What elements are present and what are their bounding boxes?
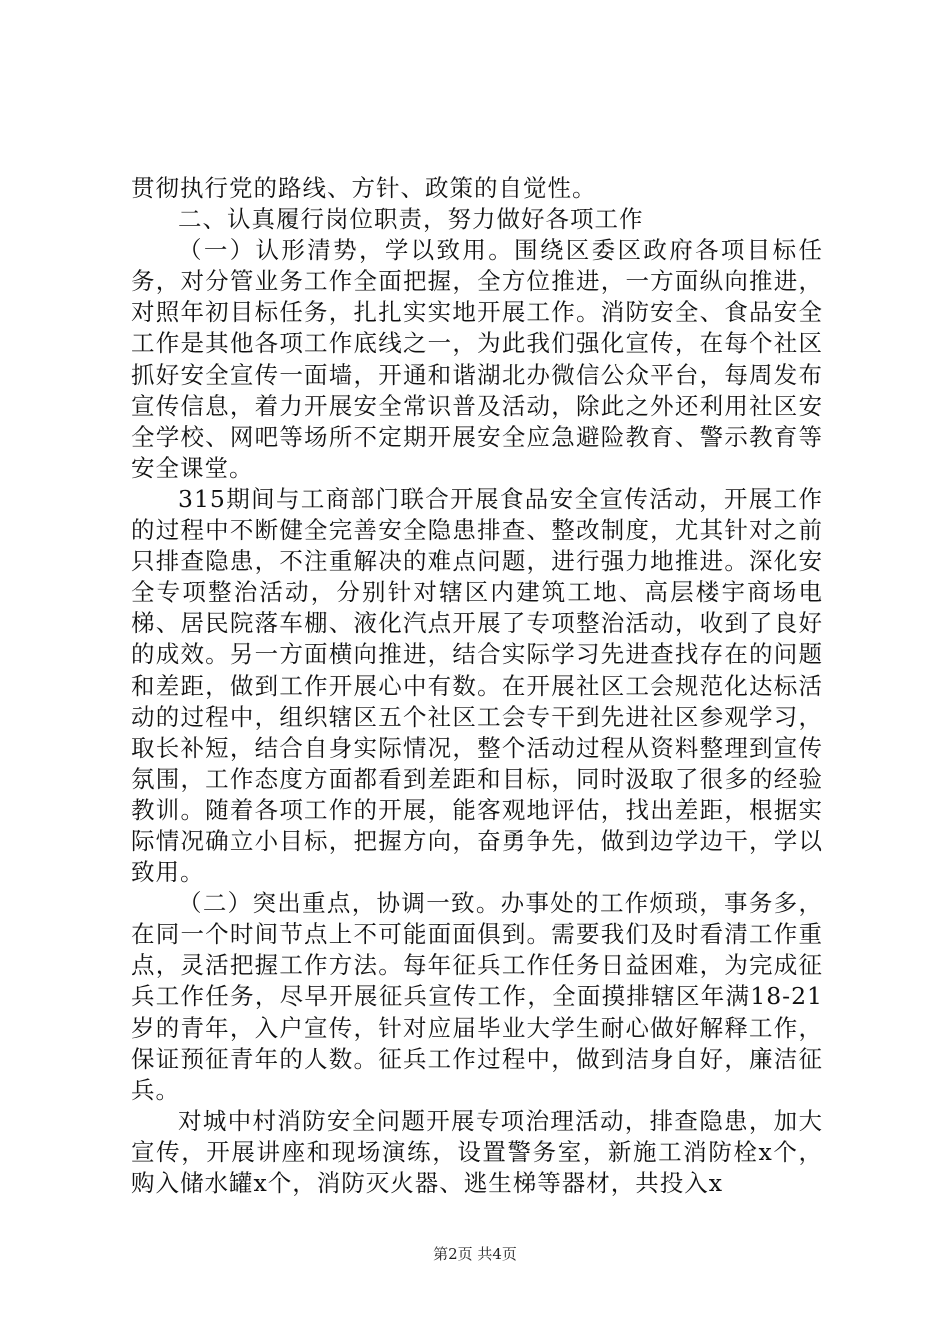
page-footer: 第2页 共4页	[433, 1245, 517, 1263]
document-body	[131, 173, 823, 1199]
paragraph-continuation: 贯彻执行党的路线、方针、政策的自觉性。	[131, 174, 597, 202]
paragraph-subsection-1: （一）认形清势，学以致用。围绕区委区政府各项目标任务，对分管业务工作全面把握，全方位推进，一方面纵向推进，对照年初目标任务，扎扎实实地开展工作。消防安全、食品安全工作是其他各项工作底线之一，为此我们强化宣传，在每个社区抓好安全宣传一面墙，开通和谐湖北办微信公众平台，每周发布宣传信息，着力开展安全常识普及活动，除此之外还利用社区安全学校、网吧等场所不定期开展安全应急避险教育、警示教育等安全课堂。	[131, 236, 823, 482]
section-heading: 二、认真履行岗位职责，努力做好各项工作	[178, 205, 644, 234]
paragraph-fire-safety: 对城中村消防安全问题开展专项治理活动，排查隐患，加大宣传，开展讲座和现场演练，设置警务室，新施工消防栓x个，购入储水罐x个，消防灭火器、逃生梯等器材，共投入x	[131, 1106, 823, 1197]
paragraph-315-activity: 315期间与工商部门联合开展食品安全宣传活动，开展工作的过程中不断健全完善安全隐患排查、整改制度，尤其针对之前只排查隐患，不注重解决的难点问题，进行强力地推进。深化安全专项整治活动，分别针对辖区内建筑工地、高层楼宇商场电梯、居民院落车棚、液化汽点开展了专项整治活动，收到了良好的成效。另一方面横向推进，结合实际学习先进查找存在的问题和差距，做到工作开展心中有数。在开展社区工会规范化达标活动的过程中，组织辖区五个社区工会专干到先进社区参观学习，取长补短，结合自身实际情况，整个活动过程从资料整理到宣传氛围，工作态度方面都看到差距和目标，同时汲取了很多的经验教训。随着各项工作的开展，能客观地评估，找出差距，根据实际情况确立小目标，把握方向，奋勇争先，做到边学边干，学以致用。	[131, 484, 823, 887]
paragraph-subsection-2: （二）突出重点，协调一致。办事处的工作烦琐，事务多，在同一个时间节点上不可能面面俱到。需要我们及时看清工作重点，灵活把握工作方法。每年征兵工作任务日益困难，为完成征兵工作任务，尽早开展征兵宣传工作，全面摸排辖区年满18-21岁的青年，入户宣传，针对应届毕业大学生耐心做好解释工作，保证预征青年的人数。征兵工作过程中，做到洁身自好，廉洁征兵。	[131, 889, 823, 1104]
